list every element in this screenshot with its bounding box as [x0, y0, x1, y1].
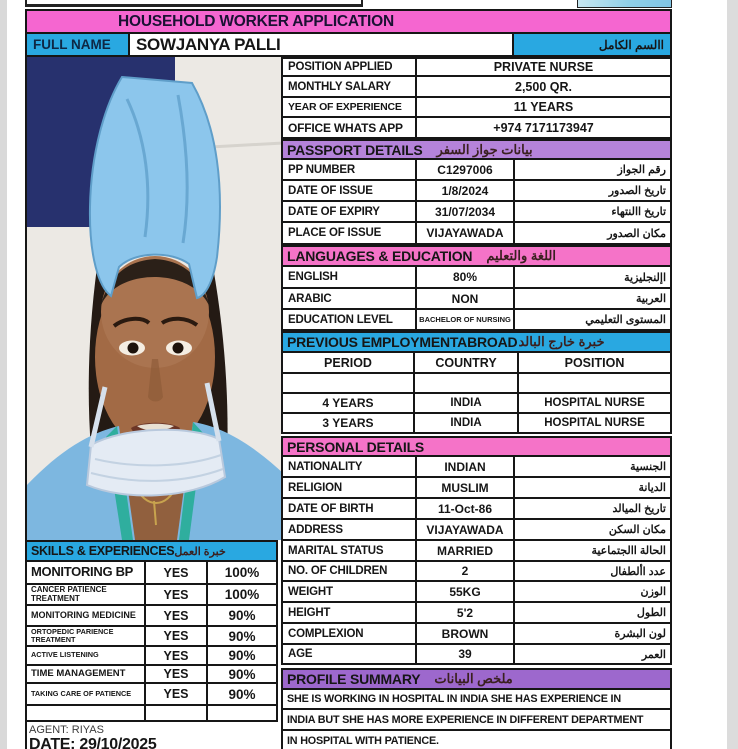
passport-details-header	[281, 139, 672, 160]
skill-name: ORTOPEDIC PARIENCE TREATMENT	[27, 627, 146, 645]
skill-answer: YES	[146, 562, 208, 583]
section-title-arabic: ميلعتلاو ةغللا	[486, 248, 556, 263]
row-label: DATE OF ISSUE	[283, 181, 417, 200]
table-row	[281, 582, 672, 603]
row-label-arabic: ةرشبلا نول	[614, 628, 666, 640]
table-row	[281, 310, 672, 331]
table-row	[281, 57, 672, 77]
row-label: AGE	[283, 645, 417, 663]
skill-name: TIME MANAGEMENT	[27, 666, 146, 682]
applicant-photo-drawing	[27, 57, 281, 540]
row-label-arabic: دلايملا خيرات	[612, 503, 666, 515]
section-title-arabic: تانايبلا صخلم	[434, 671, 513, 686]
table-row	[281, 202, 672, 223]
cell-position	[519, 374, 670, 392]
row-label: DATE OF BIRTH	[283, 499, 417, 518]
skill-name: MONITORING MEDICINE	[27, 606, 146, 625]
table-row	[281, 731, 672, 749]
skill-level: 90%	[228, 686, 256, 702]
cell-country	[415, 374, 519, 392]
document-title: HOUSEHOLD WORKER APPLICATION	[118, 12, 394, 30]
profile-summary-line: IN HOSPITAL WITH PATIENCE.	[287, 734, 439, 747]
row-label: COMPLEXION	[283, 624, 417, 643]
row-label-arabic: رودصلا خيرات	[608, 185, 666, 197]
applicant-photo	[25, 57, 281, 540]
row-value: 2	[417, 562, 515, 580]
empty-cell	[27, 706, 146, 720]
table-row	[281, 541, 672, 562]
section-title: PROFILE SUMMARY	[287, 671, 421, 687]
skill-answer: YES	[146, 666, 208, 682]
column-header-position: POSITION	[564, 355, 625, 370]
full-name-value: SOWJANYA PALLI	[130, 34, 514, 55]
full-name-label: FULL NAME	[27, 34, 130, 55]
table-row	[25, 627, 278, 647]
table-row	[281, 374, 672, 394]
row-label: ADDRESS	[283, 520, 417, 539]
row-label-arabic: لافطلأا ددع	[610, 565, 666, 578]
row-label-arabic: ءاهتنلاا خيرات	[611, 206, 666, 218]
skill-answer: YES	[146, 627, 208, 645]
skill-level: 90%	[228, 608, 256, 623]
table-row	[281, 478, 672, 499]
cell-country: INDIA	[415, 414, 519, 432]
row-value: 5'2	[417, 603, 515, 622]
skill-answer: YES	[146, 606, 208, 625]
table-row	[281, 289, 672, 310]
row-label: PP NUMBER	[283, 160, 417, 179]
table-row	[281, 562, 672, 582]
personal-details-header	[281, 436, 672, 457]
cell-position: HOSPITAL NURSE	[544, 397, 645, 409]
cell-country: INDIA	[415, 394, 519, 412]
row-value: MUSLIM	[417, 478, 515, 497]
row-label: RELIGION	[283, 478, 417, 497]
cell-period	[283, 374, 415, 392]
column-header-country: COUNTRY	[415, 353, 519, 372]
row-label-arabic: ةيعامتجلاا ةلاحلا	[591, 545, 666, 557]
table-row	[25, 647, 278, 666]
profile-summary-line: SHE IS WORKING IN HOSPITAL IN INDIA SHE HAS EXPERIENCE IN	[287, 693, 621, 705]
table-row	[281, 160, 672, 181]
row-value: VIJAYAWADA	[417, 520, 515, 539]
empty-cell	[208, 706, 276, 720]
row-value: VIJAYAWADA	[417, 223, 515, 243]
table-row	[281, 267, 672, 289]
languages-education-table	[281, 267, 672, 331]
previous-employment-table	[281, 353, 672, 434]
full-name-row	[25, 34, 672, 57]
skill-level: 90%	[228, 628, 256, 644]
row-value: MARRIED	[417, 541, 515, 560]
table-row	[25, 585, 278, 606]
page-left-edge	[0, 0, 7, 749]
table-row	[25, 606, 278, 627]
table-row	[281, 499, 672, 520]
table-row	[281, 624, 672, 645]
skills-experiences-header	[25, 540, 278, 562]
row-value: 1/8/2024	[417, 181, 515, 200]
row-label-arabic: رودصلا ناكم	[607, 227, 666, 240]
agent-name: AGENT: RIYAS	[29, 724, 104, 736]
skill-name: MONITORING BP	[27, 562, 146, 583]
section-title: PERSONAL DETAILS	[287, 438, 425, 455]
row-value: PRIVATE NURSE	[493, 60, 594, 74]
row-label: HEIGHT	[283, 603, 417, 622]
languages-education-header	[281, 245, 672, 267]
section-title-arabic: دلابلا جراخ ةربخ	[518, 334, 605, 349]
row-value: 80%	[417, 267, 515, 287]
row-label-arabic: ةيسنجلا	[630, 461, 666, 473]
row-label: MARITAL STATUS	[283, 541, 417, 560]
skill-answer: YES	[146, 585, 208, 604]
profile-summary-line: INDIA BUT SHE HAS MORE EXPERIENCE IN DIFFERENT DEPARTMENT	[287, 713, 644, 726]
row-label: EDUCATION LEVEL	[283, 310, 417, 329]
row-value: 11-Oct-86	[417, 499, 515, 518]
previous-employment-header	[281, 331, 672, 353]
section-title: PASSPORT DETAILS	[287, 141, 423, 158]
cell-period: 3 YEARS	[283, 414, 415, 432]
application-info-table	[281, 57, 672, 139]
table-row	[281, 118, 672, 139]
row-label: DATE OF EXPIRY	[283, 202, 417, 221]
table-row	[281, 690, 672, 710]
skill-answer: YES	[146, 647, 208, 664]
table-row	[281, 98, 672, 118]
table-row	[281, 520, 672, 541]
row-label: NO. OF CHILDREN	[283, 562, 417, 580]
table-row	[281, 414, 672, 434]
row-label-arabic: ةنايدلا	[638, 482, 666, 494]
table-row	[25, 562, 278, 585]
row-label-arabic: لوطلا	[636, 607, 666, 619]
row-label: WEIGHT	[283, 582, 417, 601]
skill-level: 100%	[224, 565, 260, 580]
top-leftover-cell	[25, 0, 363, 7]
row-label: YEAR OF EXPERIENCE	[283, 98, 417, 116]
left-border-tail	[25, 722, 27, 749]
row-label-arabic: رمعلا	[641, 648, 666, 661]
empty-cell	[146, 706, 208, 720]
row-label: ARABIC	[283, 289, 417, 308]
row-label-arabic: زاوجلا مقر	[617, 164, 666, 176]
row-value: +974 7171173947	[493, 120, 594, 135]
row-value: NON	[417, 289, 515, 308]
row-label: NATIONALITY	[283, 457, 417, 476]
row-label-arabic: يميلعتلا ىوتسملا	[585, 314, 666, 326]
row-label-arabic: نكسلا ناكم	[608, 524, 666, 536]
section-title-arabic: رفسلا زاوج تانايب	[436, 141, 533, 157]
table-row	[281, 645, 672, 665]
row-label-arabic: ةيبرعلا	[635, 293, 666, 305]
table-row	[281, 394, 672, 414]
table-row	[281, 457, 672, 478]
row-label: OFFICE WHATS APP	[283, 118, 417, 137]
top-photo-fragment	[577, 0, 672, 8]
row-value: 31/07/2034	[417, 202, 515, 221]
skill-level: 100%	[224, 587, 260, 602]
passport-details-table	[281, 160, 672, 245]
row-value: BROWN	[417, 624, 515, 643]
cell-position: HOSPITAL NURSE	[544, 417, 645, 429]
row-label: ENGLISH	[283, 267, 417, 287]
section-title: LANGUAGES & EDUCATION	[287, 248, 473, 264]
skill-answer: YES	[146, 684, 208, 704]
application-date: DATE: 29/10/2025	[29, 736, 157, 749]
profile-summary-header	[281, 668, 672, 690]
row-label: PLACE OF ISSUE	[283, 223, 417, 243]
column-header-period: PERIOD	[283, 353, 415, 372]
employment-column-headers	[281, 353, 672, 374]
skill-name: ACTIVE LISTENING	[27, 647, 146, 664]
full-name-label-arabic: لماكلا مسلاا	[514, 34, 670, 55]
row-label: POSITION APPLIED	[283, 59, 417, 75]
row-value: 55KG	[417, 582, 515, 601]
profile-summary-table	[281, 690, 672, 749]
personal-details-table	[281, 457, 672, 665]
skill-name: TAKING CARE OF PATIENCE	[27, 684, 146, 704]
table-row	[25, 684, 278, 706]
table-row	[281, 710, 672, 731]
section-title: PREVIOUS EMPLOYMENTABROAD	[287, 334, 518, 350]
table-row	[281, 181, 672, 202]
row-value: 2,500 QR.	[515, 79, 572, 94]
row-value: C1297006	[417, 160, 515, 179]
row-value: BACHELOR OF NURSING	[417, 310, 515, 329]
row-label-arabic: نزولا	[640, 586, 666, 598]
table-row	[25, 666, 278, 684]
table-row	[281, 77, 672, 98]
section-title: SKILLS & EXPERIENCES	[31, 544, 175, 558]
skills-table	[25, 562, 278, 722]
table-row	[281, 223, 672, 245]
row-label-arabic: ةيزيلجنلإا	[624, 271, 666, 284]
document-title-bar	[25, 9, 672, 34]
cell-period: 4 YEARS	[283, 394, 415, 412]
skill-name: CANCER PATIENCE TREATMENT	[27, 585, 146, 604]
table-row	[281, 603, 672, 624]
row-value: INDIAN	[417, 457, 515, 476]
row-label: MONTHLY SALARY	[283, 77, 417, 96]
skill-level: 90%	[228, 648, 256, 663]
row-value: 39	[417, 645, 515, 663]
section-title-arabic: لمعلا ةربخ	[174, 545, 226, 558]
empty-row	[25, 706, 278, 722]
row-value: 11 YEARS	[513, 100, 574, 114]
skill-level: 90%	[228, 666, 256, 682]
page-right-edge	[727, 0, 738, 749]
